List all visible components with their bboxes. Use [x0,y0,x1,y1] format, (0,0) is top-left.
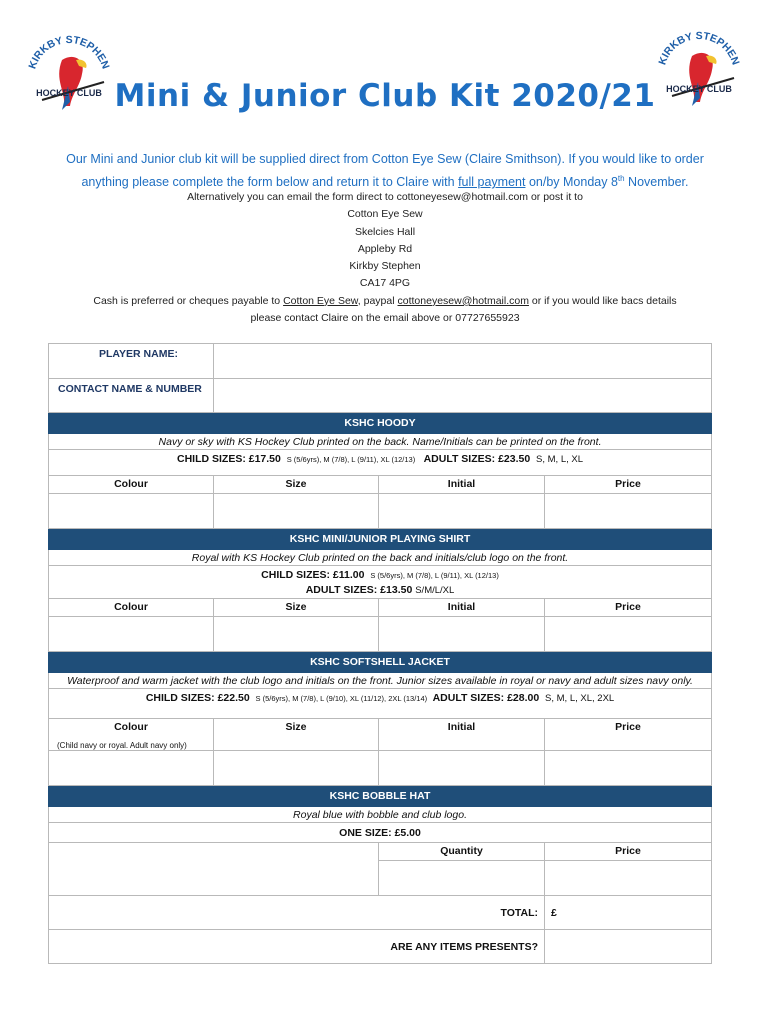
logo-arc-text: KIRKBY STEPHEN [656,29,742,67]
shirt-initial-field[interactable] [379,617,545,652]
total-label: TOTAL: [49,896,545,930]
presents-field[interactable] [545,930,712,964]
intro-date: on/by Monday 8 [525,175,618,190]
contact-text: please contact Claire on the email above or 07727655923 [250,312,520,325]
order-form [48,343,712,964]
shirt-colour-field[interactable] [49,617,214,652]
intro-line-1: Our Mini and Junior club kit will be supplied direct from Cotton Eye Sew (Claire Smithson). If you would like to order [66,152,704,166]
col-price: Price [545,719,712,751]
hoody-header: KSHC HOODY [49,413,712,434]
col-colour [49,719,214,751]
jacket-adult-price: ADULT SIZES: £28.00 [432,692,540,704]
payment-post: or if you would like bacs details [528,294,677,307]
jacket-adult-sizes: S, M, L, XL, 2XL [545,693,615,704]
col-price: Price [545,599,712,617]
contact-label: CONTACT NAME & NUMBER [49,379,214,413]
hoody-child-sizes: S (5/6yrs), M (7/8), L (9/11), XL (12/13) [286,455,416,464]
address-block [30,189,740,327]
col-initial: Initial [379,599,545,617]
col-price: Price [545,843,712,861]
address-line: Cotton Eye Sew [347,208,423,221]
hat-quantity-field[interactable] [379,861,545,896]
hat-blank [49,843,379,861]
jacket-description: Waterproof and warm jacket with the club logo and initials on the front. Junior sizes available in royal or navy and adult sizes navy only. [49,673,712,689]
shirt-child-sizes: S (5/6yrs), M (7/8), L (9/11), XL (12/13) [370,571,499,580]
col-colour: Colour [49,599,214,617]
jacket-price-field[interactable] [545,751,712,786]
shirt-description: Royal with KS Hockey Club printed on the back and initials/club logo on the front. [49,550,712,566]
col-price: Price [545,476,712,494]
payment-pre: Cash is preferred or cheques payable to [93,294,284,307]
shirt-price-field[interactable] [545,617,712,652]
hoody-price-field[interactable] [545,494,712,529]
hoody-description: Navy or sky with KS Hockey Club printed on the back. Name/Initials can be printed on the front. [49,434,712,450]
shirt-adult-price: ADULT SIZES: £13.50 [305,584,413,596]
address-line: Appleby Rd [357,242,413,255]
jacket-child-price: CHILD SIZES: £22.50 [145,692,250,704]
shirt-adult-sizes: S/M/L/XL [415,585,455,596]
col-colour-label: Colour [114,721,148,733]
logo-arc-text: KIRKBY STEPHEN [26,33,112,71]
ordinal-suffix: th [617,174,625,183]
jacket-header: KSHC SOFTSHELL JACKET [49,652,712,673]
page-title: Mini & Junior Club Kit 2020/21 [114,78,656,114]
hat-description: Royal blue with bobble and club logo. [49,807,712,823]
jacket-colour-field[interactable] [49,751,214,786]
player-name-label: PLAYER NAME: [49,344,214,379]
hoody-adult-sizes: S, M, L, XL [536,454,584,465]
presents-label: ARE ANY ITEMS PRESENTS? [49,930,545,964]
jacket-child-sizes: S (5/6yrs), M (7/8), L (9/10), XL (11/12), 2XL (13/14) [255,694,428,703]
jacket-colour-note: (Child navy or royal. Adult navy only) [57,741,187,750]
shirt-header: KSHC MINI/JUNIOR PLAYING SHIRT [49,529,712,550]
col-size: Size [214,599,379,617]
intro-line-2: anything please complete the form below and return it to Claire with [81,175,459,190]
col-size: Size [214,719,379,751]
jacket-size-field[interactable] [214,751,379,786]
logo-text: HOCKEY CLUB [666,84,732,94]
contact-field[interactable] [214,379,712,413]
hat-size: ONE SIZE: £5.00 [49,823,712,843]
shirt-sizes [49,566,712,599]
payee-name: Cotton Eye Sew [283,294,358,307]
col-size: Size [214,476,379,494]
payment-mid: , paypal [357,294,398,307]
intro-text [30,150,740,192]
hoody-initial-field[interactable] [379,494,545,529]
hat-price-field[interactable] [545,861,712,896]
address-line: Kirkby Stephen [349,260,421,273]
col-initial: Initial [379,476,545,494]
player-name-field[interactable] [214,344,712,379]
col-colour: Colour [49,476,214,494]
alternative-text: Alternatively you can email the form direct to cottoneyesew@hotmail.com or post it to [187,191,583,203]
hoody-sizes [49,450,712,476]
logo-text: HOCKEY CLUB [36,88,102,98]
paypal-email: cottoneyesew@hotmail.com [397,294,529,307]
total-field[interactable]: £ [545,896,712,930]
hoody-child-price: CHILD SIZES: £17.50 [176,453,281,465]
address-line: CA17 4PG [359,277,411,290]
hat-blank-field [49,861,379,896]
payment-text [30,293,740,310]
hat-header: KSHC BOBBLE HAT [49,786,712,807]
col-quantity: Quantity [379,843,545,861]
shirt-size-field[interactable] [214,617,379,652]
hoody-size-field[interactable] [214,494,379,529]
jacket-sizes [49,689,712,719]
intro-end: November. [624,175,689,190]
hoody-adult-price: ADULT SIZES: £23.50 [423,453,531,465]
shirt-child-price: CHILD SIZES: £11.00 [261,569,365,581]
col-initial: Initial [379,719,545,751]
hoody-colour-field[interactable] [49,494,214,529]
jacket-initial-field[interactable] [379,751,545,786]
address-line: Skelcies Hall [354,225,416,238]
full-payment-text: full payment [458,175,526,190]
